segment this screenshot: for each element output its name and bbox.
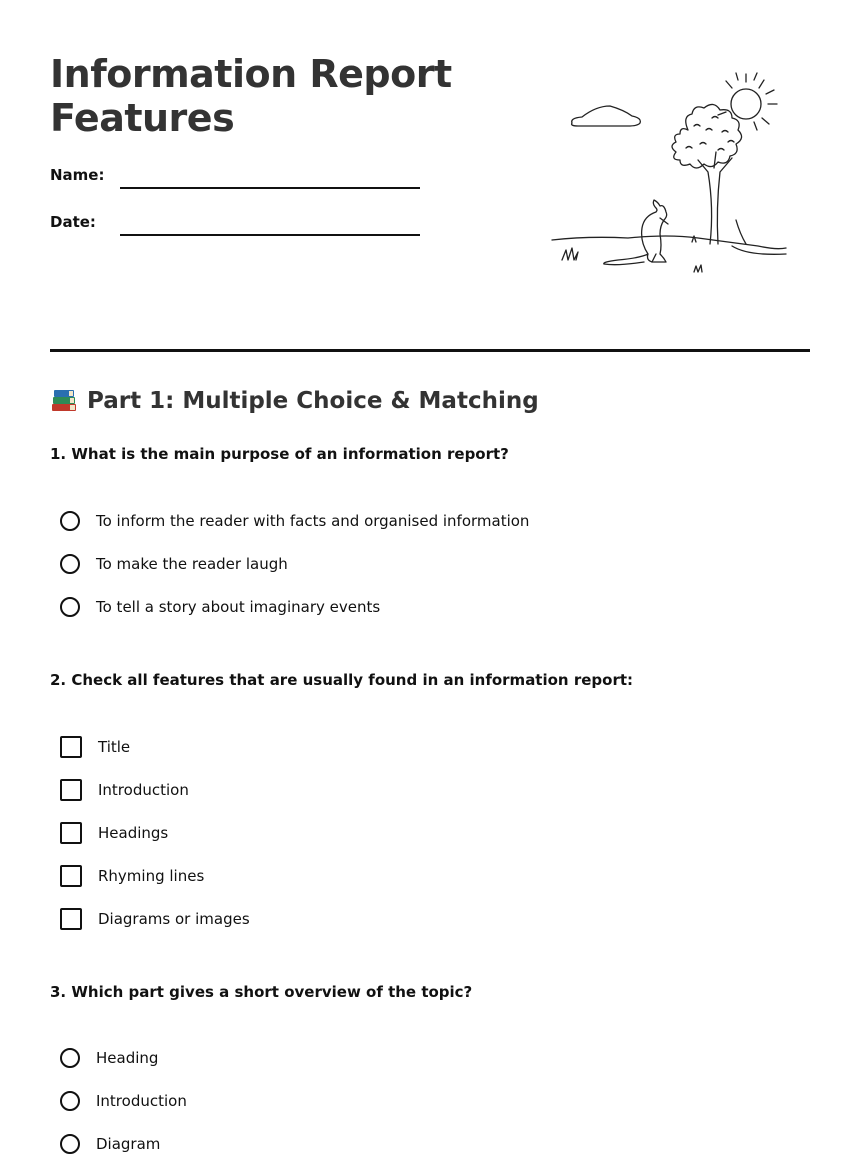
- option-label: Diagram: [96, 1135, 161, 1153]
- q2-option-2[interactable]: [60, 777, 189, 803]
- radio-button[interactable]: [60, 511, 80, 531]
- title-line-1: Information Report: [50, 52, 452, 96]
- title-line-2: Features: [50, 96, 235, 140]
- part-1-heading-text: Part 1: Multiple Choice & Matching: [87, 388, 539, 414]
- q3-option-2[interactable]: [60, 1088, 187, 1114]
- q1-option-3[interactable]: [60, 594, 380, 620]
- worksheet-title: [50, 52, 452, 140]
- radio-button[interactable]: [60, 1048, 80, 1068]
- checkbox[interactable]: [60, 736, 82, 758]
- option-label: To inform the reader with facts and organised information: [96, 512, 530, 530]
- name-field[interactable]: [120, 187, 420, 189]
- q1-option-2[interactable]: [60, 551, 288, 577]
- q2-option-1[interactable]: [60, 734, 130, 760]
- checkbox[interactable]: [60, 779, 82, 801]
- books-icon: [50, 388, 78, 414]
- option-label: Introduction: [96, 1092, 187, 1110]
- option-label: Rhyming lines: [98, 867, 205, 885]
- part-1-heading: [50, 388, 539, 414]
- q2-option-3[interactable]: [60, 820, 168, 846]
- radio-button[interactable]: [60, 597, 80, 617]
- checkbox[interactable]: [60, 822, 82, 844]
- name-label: Name:: [50, 166, 105, 184]
- question-1: 1. What is the main purpose of an information report?: [50, 445, 509, 463]
- outback-scene-icon: [548, 68, 790, 280]
- radio-button[interactable]: [60, 1134, 80, 1154]
- q3-option-3[interactable]: [60, 1131, 160, 1157]
- date-label: Date:: [50, 213, 96, 231]
- option-label: Heading: [96, 1049, 159, 1067]
- option-label: To tell a story about imaginary events: [96, 598, 381, 616]
- q3-option-1[interactable]: [60, 1045, 158, 1071]
- option-label: Introduction: [98, 781, 189, 799]
- option-label: To make the reader laugh: [96, 555, 288, 573]
- option-label: Headings: [98, 824, 169, 842]
- q1-option-1[interactable]: [60, 508, 529, 534]
- checkbox[interactable]: [60, 908, 82, 930]
- q2-option-5[interactable]: [60, 906, 250, 932]
- checkbox[interactable]: [60, 865, 82, 887]
- radio-button[interactable]: [60, 1091, 80, 1111]
- radio-button[interactable]: [60, 554, 80, 574]
- question-2: 2. Check all features that are usually found in an information report:: [50, 671, 634, 689]
- q2-option-4[interactable]: [60, 863, 204, 889]
- option-label: Diagrams or images: [98, 910, 250, 928]
- section-divider: [50, 349, 810, 352]
- question-3: 3. Which part gives a short overview of the topic?: [50, 983, 473, 1001]
- option-label: Title: [98, 738, 131, 756]
- date-field[interactable]: [120, 234, 420, 236]
